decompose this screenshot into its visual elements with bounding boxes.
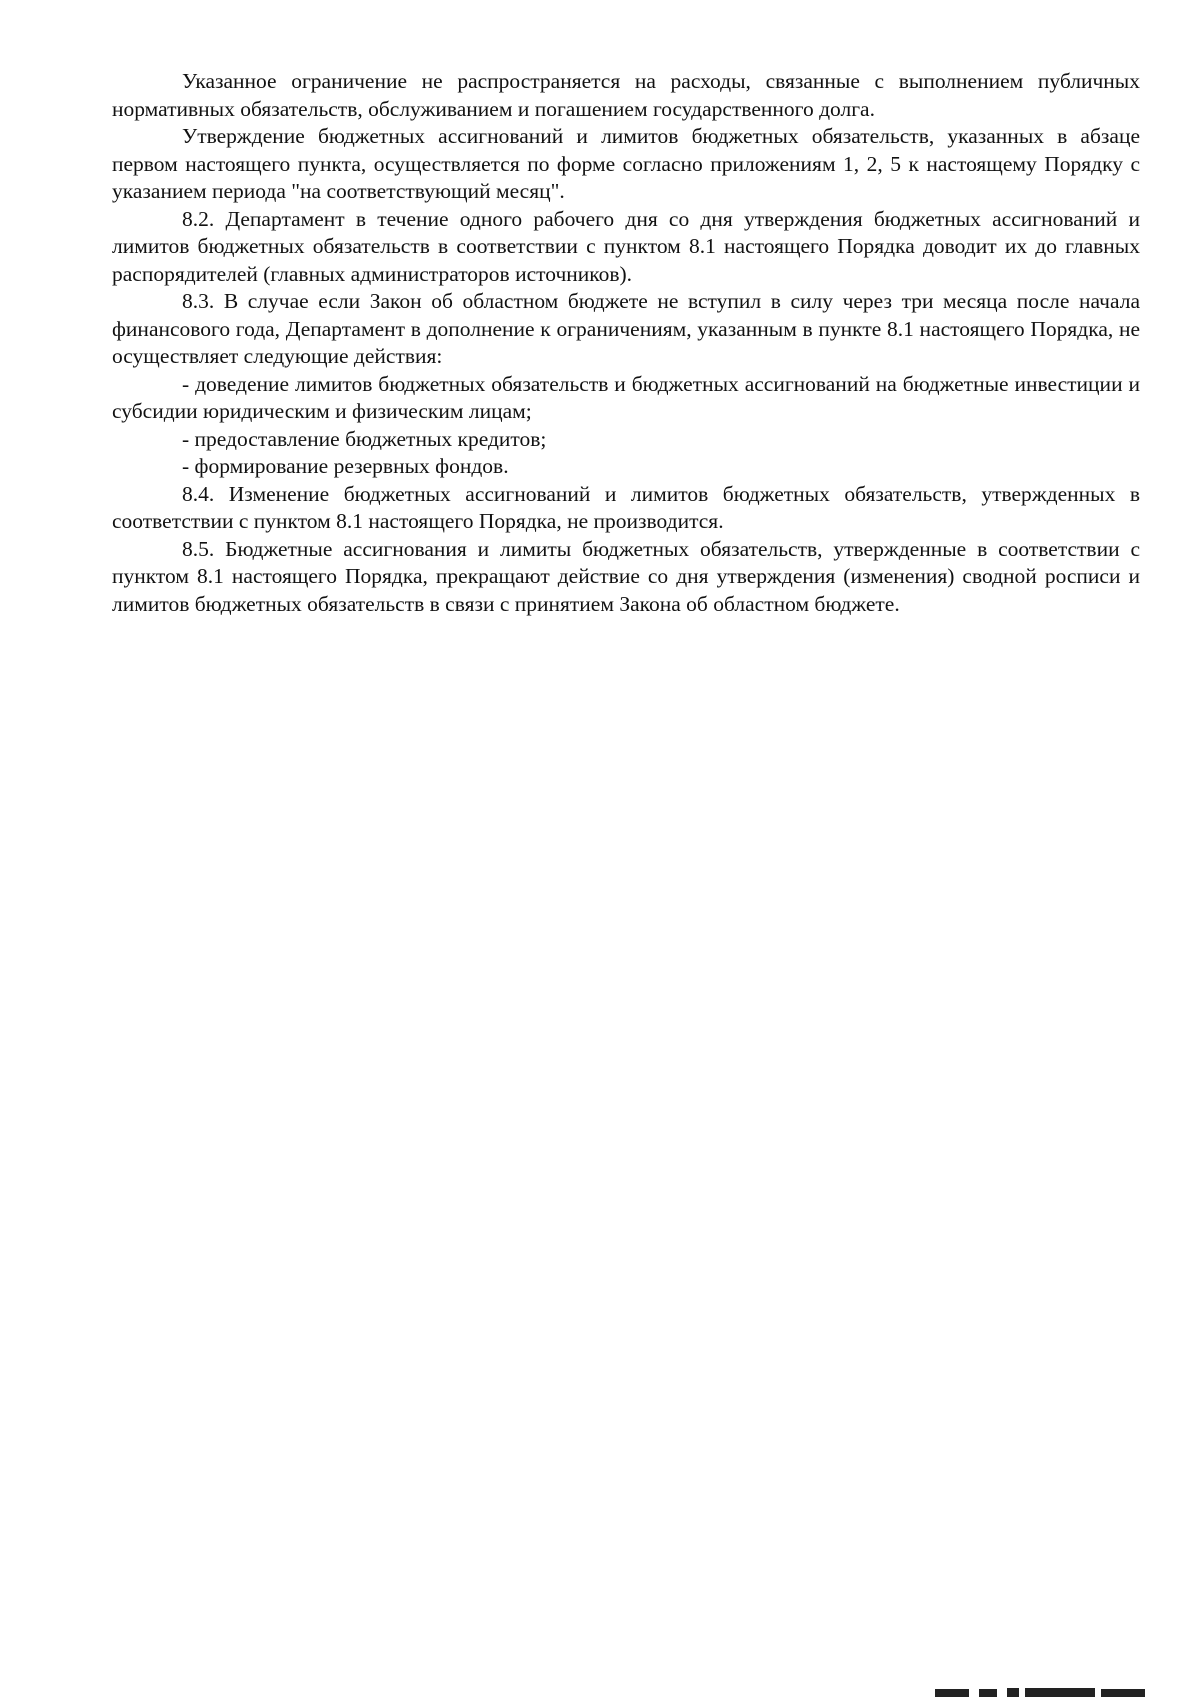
paragraph-restriction-exception: Указанное ограничение не распространяется на расходы, связанные с выполнением публичных нормативных обязательств, обслуживанием и погашением государственного долга. — [112, 69, 1140, 121]
list-item-credits: - предоставление бюджетных кредитов; — [182, 426, 547, 451]
paragraph-8-4: 8.4. Изменение бюджетных ассигнований и лимитов бюджетных обязательств, утвержденных в соответствии с пунктом 8.1 настоящего Порядка, не производится. — [112, 481, 1140, 533]
scan-artifact-mark — [935, 1688, 1145, 1697]
paragraph-8-5: 8.5. Бюджетные ассигнования и лимиты бюджетных обязательств, утвержденные в соответствии с пунктом 8.1 настоящего Порядка, прекращают действие со дня утверждения (изменения) сводной росписи и лимитов бюджетных обязательств в связи с принятием Закона об областном бюджете. — [112, 536, 1140, 616]
paragraph-8-3: 8.3. В случае если Закон об областном бюджете не вступил в силу через три месяца после начала финансового года, Департамент в дополнение к ограничениям, указанным в пункте 8.1 настоящего Порядка, не осуществляет следующие действия: — [112, 289, 1140, 368]
paragraph-approval-form: Утверждение бюджетных ассигнований и лимитов бюджетных обязательств, указанных в абзаце первом настоящего пункта, осуществляется по форме согласно приложениям 1, 2, 5 к настоящему Порядку с указанием периода "на соответствующий месяц". — [112, 124, 1140, 203]
list-item-reserve-funds: - формирование резервных фондов. — [182, 454, 509, 478]
paragraph-8-2: 8.2. Департамент в течение одного рабочего дня со дня утверждения бюджетных ассигнований и лимитов бюджетных обязательств в соответствии с пунктом 8.1 настоящего Порядка доводит их до главных распорядителей (главных администраторов источников). — [112, 206, 1140, 286]
document-page — [112, 68, 1140, 618]
list-item-limits: - доведение лимитов бюджетных обязательств и бюджетных ассигнований на бюджетные инвестиции и субсидии юридическим и физическим лицам; — [112, 371, 1140, 423]
